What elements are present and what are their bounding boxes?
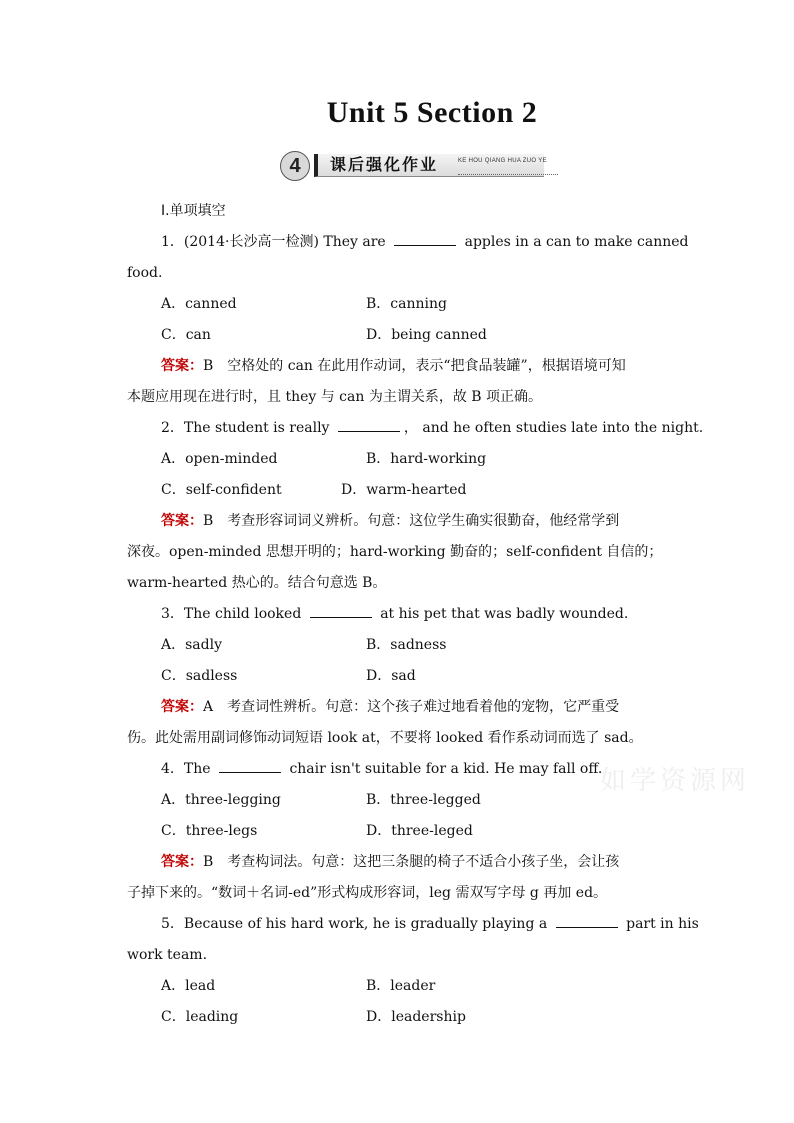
question-3-text-b: at his pet that was badly wounded. xyxy=(375,606,629,622)
question-1-text-a: 1．(2014·长沙高一检测) They are xyxy=(161,234,391,250)
answer-text: B 空格处的 can 在此用作动词，表示“把食品装罐”，根据语境可知 xyxy=(203,358,626,374)
option-c: C．can xyxy=(161,327,211,343)
option-c: C．self-confident xyxy=(161,482,282,498)
banner-dotted-rule xyxy=(458,174,558,177)
question-4-stem xyxy=(127,754,679,785)
question-5-options-ab xyxy=(127,971,679,1002)
section-heading: Ⅰ.单项填空 xyxy=(161,203,226,219)
answer-label: 答案： xyxy=(161,699,203,715)
watermark: 如学资源网 xyxy=(600,766,751,796)
option-b: B．hard-working xyxy=(366,451,487,467)
banner-title: 课后强化作业 xyxy=(330,155,439,174)
question-1-text-b: apples in a can to make canned xyxy=(460,234,689,250)
question-5-stem xyxy=(127,909,699,940)
answer-blank xyxy=(219,758,281,773)
question-3-answer-cont: 伤。此处需用副词修饰动词短语 look at，不要将 looked 看作系动词而选了 sad。 xyxy=(127,730,643,746)
question-5-text-a: 5．Because of his hard work, he is gradually playing a xyxy=(161,916,552,932)
option-d: D．three-leged xyxy=(366,823,473,839)
question-1-options-cd xyxy=(127,320,679,351)
option-b: B．sadness xyxy=(366,637,447,653)
question-3-options-cd xyxy=(127,661,679,692)
option-a: A．lead xyxy=(161,978,216,994)
option-d: D．being canned xyxy=(366,327,487,343)
answer-text: B 考查构词法。句意：这把三条腿的椅子不适合小孩子坐，会让孩 xyxy=(203,854,620,870)
question-3-answer xyxy=(127,692,679,723)
option-c: C．sadless xyxy=(161,668,238,684)
answer-text: B 考查形容词词义辨析。句意：这位学生确实很勤奋，他经常学到 xyxy=(203,513,620,529)
option-d: D．sad xyxy=(366,668,416,684)
option-c: C．leading xyxy=(161,1009,239,1025)
question-4-answer xyxy=(127,847,679,878)
question-4-text-b: chair isn't suitable for a kid. He may fall off. xyxy=(285,761,603,777)
answer-blank xyxy=(338,417,400,432)
answer-label: 答案： xyxy=(161,358,203,374)
question-2-text-a: 2．The student is really xyxy=(161,420,334,436)
question-1-stem xyxy=(127,227,689,258)
option-a: A．open-minded xyxy=(161,451,278,467)
option-b: B．leader xyxy=(366,978,436,994)
question-3-stem xyxy=(127,599,679,630)
answer-blank xyxy=(310,603,372,618)
question-1-stem-cont: food. xyxy=(127,265,163,281)
option-d: D．leadership xyxy=(366,1009,466,1025)
option-d: D．warm-hearted xyxy=(341,482,467,498)
option-a: A．sadly xyxy=(161,637,222,653)
question-2-options-cd xyxy=(127,475,679,506)
question-3-options-ab xyxy=(127,630,679,661)
answer-label: 答案： xyxy=(161,513,203,529)
answer-label: 答案： xyxy=(161,854,203,870)
question-2-answer-cont: warm-hearted 热心的。结合句意选 B。 xyxy=(127,575,387,591)
question-2-text-b: ， and he often studies late into the night. xyxy=(403,420,704,436)
question-4-text-a: 4．The xyxy=(161,761,215,777)
option-c: C．three-legs xyxy=(161,823,258,839)
option-b: B．canning xyxy=(366,296,447,312)
page-title: Unit 5 Section 2 xyxy=(326,96,538,129)
question-5-text-b: part in his xyxy=(621,916,699,932)
question-4-options-ab xyxy=(127,785,679,816)
question-1-options-ab xyxy=(127,289,679,320)
answer-text: A 考查词性辨析。句意：这个孩子难过地看着他的宠物，它严重受 xyxy=(203,699,620,715)
question-1-answer xyxy=(127,351,679,382)
question-5-options-cd xyxy=(127,1002,679,1033)
option-b: B．three-legged xyxy=(366,792,481,808)
section-banner xyxy=(280,150,570,184)
question-4-options-cd xyxy=(127,816,679,847)
question-1-answer-cont: 本题应用现在进行时，且 they 与 can 为主谓关系，故 B 项正确。 xyxy=(127,389,543,405)
question-5-stem-cont: work team. xyxy=(127,947,208,963)
question-2-answer-cont: 深夜。open-minded 思想开明的；hard-working 勤奋的；self-confident 自信的； xyxy=(127,544,663,560)
answer-blank xyxy=(394,231,456,246)
question-2-options-ab xyxy=(127,444,679,475)
option-a: A．three-legging xyxy=(161,792,281,808)
question-2-answer xyxy=(127,506,679,537)
exercise-content xyxy=(127,196,704,1033)
answer-blank xyxy=(556,913,618,928)
question-2-stem xyxy=(127,413,704,444)
banner-pinyin: KE HOU QIANG HUA ZUO YE xyxy=(458,158,547,164)
question-3-text-a: 3．The child looked xyxy=(161,606,306,622)
question-4-answer-cont: 子掉下来的。“数词＋名词-ed”形式构成形容词，leg 需双写字母 g 再加 ed。 xyxy=(127,885,608,901)
banner-number-badge: 4 xyxy=(280,151,310,181)
option-a: A．canned xyxy=(161,296,237,312)
